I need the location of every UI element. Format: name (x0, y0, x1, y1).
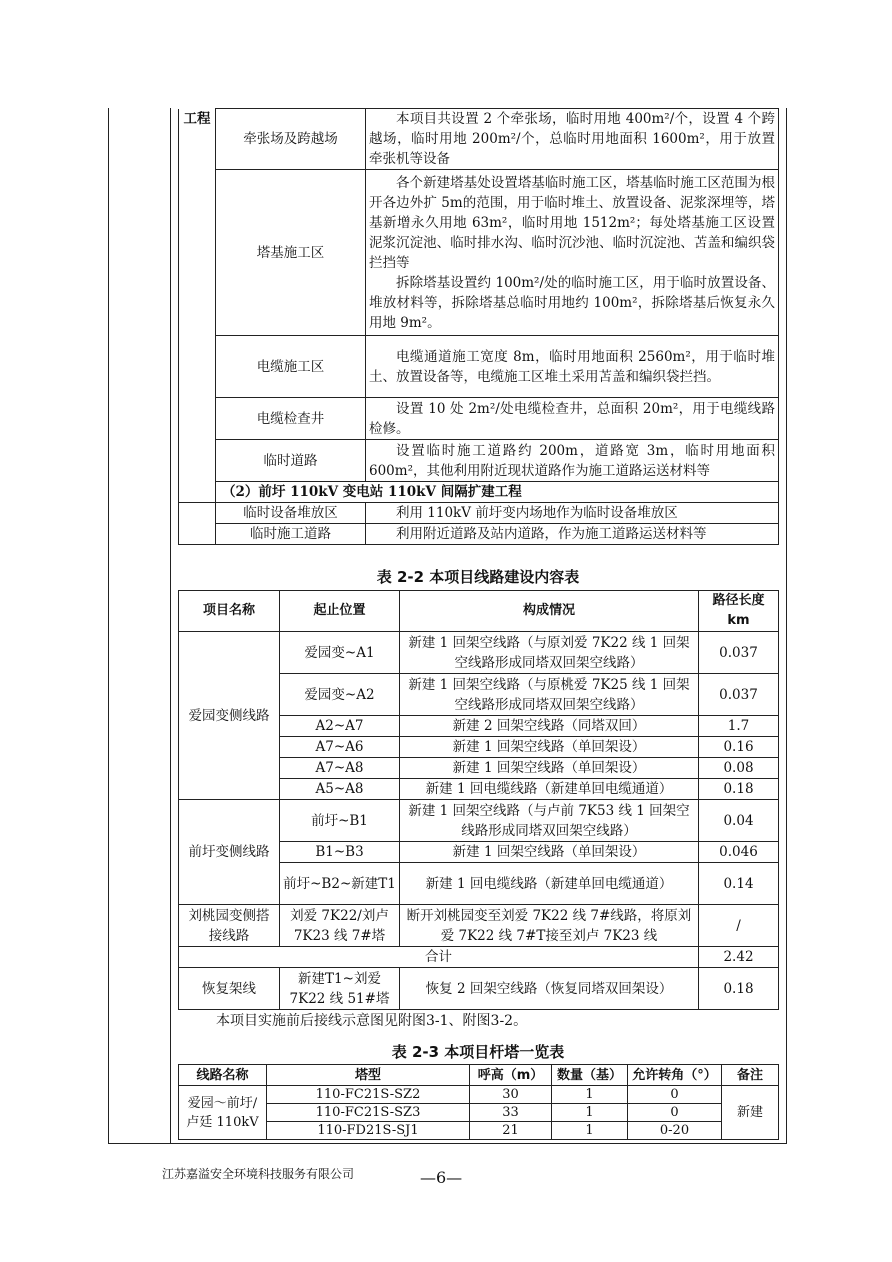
row-name: 牵张场及跨越场 (216, 109, 366, 170)
angle-cell: 0-20 (628, 1122, 722, 1140)
position-cell: A7~A8 (280, 758, 400, 779)
tower-type-cell: 110-FC21S-SZ3 (267, 1104, 470, 1122)
row-name: 临时设备堆放区 (216, 503, 366, 524)
tower-type-cell: 110-FD21S-SJ1 (267, 1122, 470, 1140)
page-frame-inner (170, 108, 171, 1144)
position-cell: A5~A8 (280, 779, 400, 800)
length-cell: 1.7 (699, 716, 779, 737)
description-cell: 新建 1 回架空线路（与原刘爱 7K22 线 1 回架空线路形成同塔双回架空线路） (400, 632, 699, 674)
description-cell: 断开刘桃园变至刘爱 7K22 线 7#线路，将原刘爱 7K22 线 7#T接至刘卢 7K23 线 (400, 905, 699, 947)
column-header: 备注 (722, 1065, 779, 1086)
footer-company: 江苏嘉溢安全环境科技服务有限公司 (162, 1167, 355, 1181)
length-cell: 0.16 (699, 737, 779, 758)
row-desc: 本项目共设置 2 个牵张场，临时用地 400m²/个，设置 4 个跨越场，临时用地 200m²/个，总临时用地面积 1600m²，用于放置牵张机等设备 (366, 109, 779, 170)
position-cell: A2~A7 (280, 716, 400, 737)
page-frame-bottom (108, 1143, 787, 1144)
project-name-cell: 刘桃园变侧搭接线路 (179, 905, 280, 947)
row-desc-para: 各个新建塔基处设置塔基临时施工区，塔基临时施工区范围为根开各边外扩 5m的范围，用于临时堆土、放置设备、泥浆深埋等，塔基新增永久用地 63m²，临时用地 1512m²；每处塔基施工区设置泥浆沉淀池、临时排水沟、临时沉沙池、临时沉淀池、苫盖和编织袋拦挡等 (369, 174, 775, 271)
page-frame-right (786, 108, 787, 1144)
description-cell: 新建 1 回架空线路（与原桃爱 7K25 线 1 回架空线路形成同塔双回架空线路） (400, 674, 699, 716)
height-cell: 30 (470, 1086, 552, 1104)
length-cell: / (699, 905, 779, 947)
column-header: 项目名称 (179, 591, 280, 632)
description-cell: 新建 1 回架空线路（单回架设） (400, 842, 699, 863)
project-name-cell: 前圩变侧线路 (179, 800, 280, 905)
description-cell: 新建 1 回电缆线路（新建单回电缆通道） (400, 863, 699, 905)
table2-caption: 表 2-2 本项目线路建设内容表 (376, 568, 580, 586)
wiring-diagram-note: 本项目实施前后接线示意图见附图3-1、附图3-2。 (216, 1013, 528, 1029)
line-construction-table (178, 590, 779, 1010)
column-header: 允许转角（°） (628, 1065, 722, 1086)
height-cell: 21 (470, 1122, 552, 1140)
category-cell: 工程 (179, 109, 216, 503)
position-cell: 前圩~B2~新建T1 (280, 863, 400, 905)
column-header: 呼高（m） (470, 1065, 552, 1086)
position-cell: 爱园变~A2 (280, 674, 400, 716)
project-name-cell: 恢复架线 (179, 968, 280, 1010)
length-cell: 0.04 (699, 800, 779, 842)
length-cell: 0.046 (699, 842, 779, 863)
quantity-cell: 1 (552, 1122, 628, 1140)
angle-cell: 0 (628, 1104, 722, 1122)
length-cell: 0.18 (699, 779, 779, 800)
length-cell: 0.037 (699, 674, 779, 716)
row-desc-para: 拆除塔基设置约 100m²/处的临时施工区，用于临时放置设备、堆放材料等，拆除塔基总临时用地约 100m²，拆除塔基后恢复永久用地 9m²。 (369, 274, 775, 331)
length-cell: 0.14 (699, 863, 779, 905)
column-header: 路径长度 km (699, 591, 779, 632)
row-name: 塔基施工区 (216, 170, 366, 336)
column-header: 构成情况 (400, 591, 699, 632)
length-cell: 0.08 (699, 758, 779, 779)
row-name: 临时施工道路 (216, 524, 366, 545)
column-header: 数量（基） (552, 1065, 628, 1086)
row-desc (366, 170, 779, 336)
description-cell: 新建 1 回架空线路（单回架设） (400, 737, 699, 758)
description-cell: 新建 1 回架空线路（单回架设） (400, 758, 699, 779)
description-cell: 新建 1 回架空线路（与卢前 7K53 线 1 回架空线路形成同塔双回架空线路） (400, 800, 699, 842)
length-cell: 0.037 (699, 632, 779, 674)
line-name-cell: 爱园～前圩/卢廷 110kV (179, 1086, 267, 1140)
row-desc: 设置 10 处 2m²/处电缆检查井，总面积 20m²，用于电缆线路检修。 (366, 398, 779, 440)
tower-type-cell: 110-FC21S-SZ2 (267, 1086, 470, 1104)
description-cell: 恢复 2 回架空线路（恢复同塔双回架设） (400, 968, 699, 1010)
position-cell: A7~A6 (280, 737, 400, 758)
quantity-cell: 1 (552, 1104, 628, 1122)
position-cell: B1~B3 (280, 842, 400, 863)
description-cell: 新建 2 回架空线路（同塔双回） (400, 716, 699, 737)
row-desc: 设置临时施工道路约 200m，道路宽 3m，临时用地面积 600m²，其他利用附近现状道路作为施工道路运送材料等 (366, 440, 779, 482)
total-value: 2.42 (699, 947, 779, 968)
total-label: 合计 (179, 947, 699, 968)
project-name-cell: 爱园变侧线路 (179, 632, 280, 800)
row-name: 电缆检查井 (216, 398, 366, 440)
page-number: —6— (420, 1168, 463, 1187)
temporary-works-table (178, 108, 779, 545)
row-name: 临时道路 (216, 440, 366, 482)
row-desc: 利用 110kV 前圩变内场地作为临时设备堆放区 (366, 503, 779, 524)
column-header: 塔型 (267, 1065, 470, 1086)
row-desc: 利用附近道路及站内道路，作为施工道路运送材料等 (366, 524, 779, 545)
page-frame-left (108, 108, 109, 1144)
row-desc: 电缆通道施工宽度 8m，临时用地面积 2560m²，用于临时堆土、放置设备等，电缆施工区堆土采用苫盖和编织袋拦挡。 (366, 336, 779, 398)
angle-cell: 0 (628, 1086, 722, 1104)
remark-cell: 新建 (722, 1086, 779, 1140)
position-cell: 前圩~B1 (280, 800, 400, 842)
column-header: 起止位置 (280, 591, 400, 632)
section-subheading: （2）前圩 110kV 变电站 110kV 间隔扩建工程 (216, 482, 779, 503)
position-cell: 新建T1~刘爱 7K22 线 51#塔 (280, 968, 400, 1010)
position-cell: 爱园变~A1 (280, 632, 400, 674)
position-cell: 刘爱 7K22/刘卢 7K23 线 7#塔 (280, 905, 400, 947)
quantity-cell: 1 (552, 1086, 628, 1104)
length-cell: 0.18 (699, 968, 779, 1010)
row-name: 电缆施工区 (216, 336, 366, 398)
tower-list-table (178, 1064, 779, 1140)
height-cell: 33 (470, 1104, 552, 1122)
table3-caption: 表 2-3 本项目杆塔一览表 (391, 1043, 565, 1061)
description-cell: 新建 1 回电缆线路（新建单回电缆通道） (400, 779, 699, 800)
column-header: 线路名称 (179, 1065, 267, 1086)
